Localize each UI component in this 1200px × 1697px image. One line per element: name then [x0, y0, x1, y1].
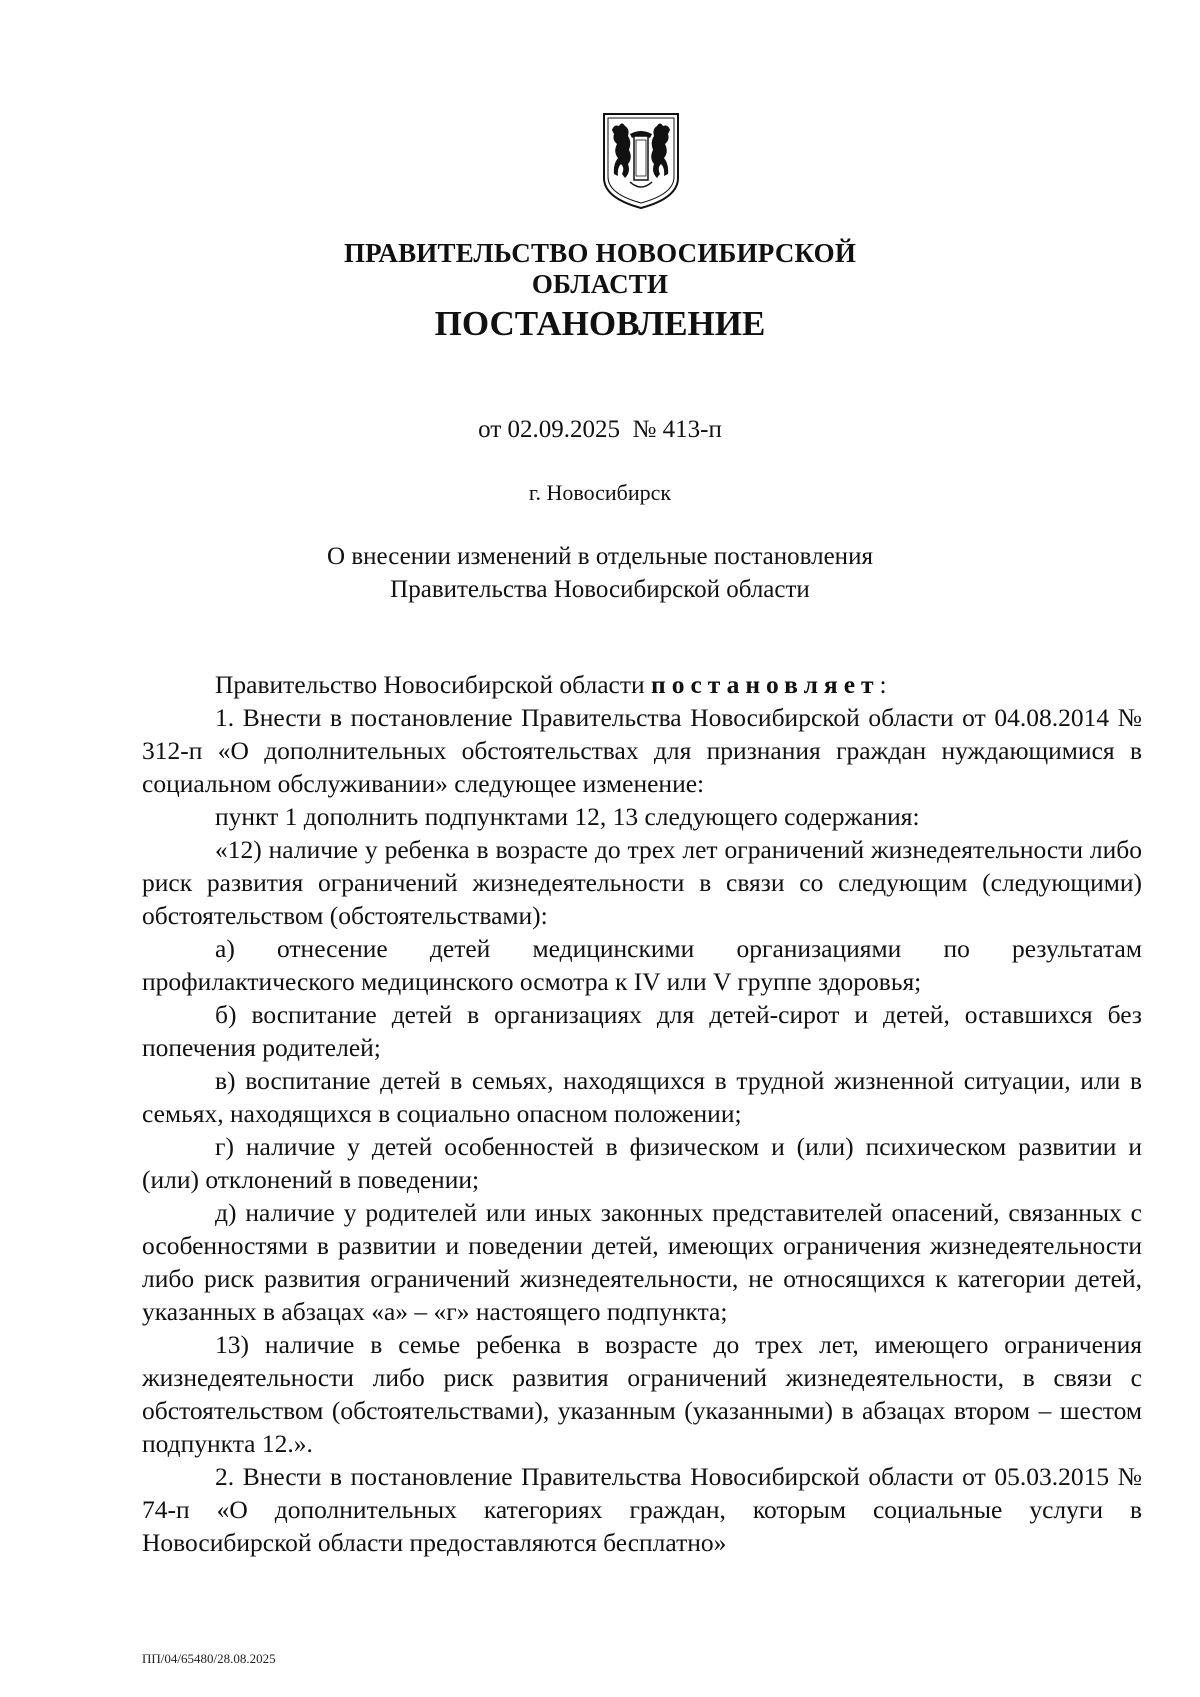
- preamble-tail: :: [879, 670, 887, 699]
- document-date-number: от 02.09.2025 № 413-п: [478, 416, 722, 443]
- document-city: г. Новосибирск: [528, 480, 672, 505]
- paragraph-3: «12) наличие у ребенка в возрасте до трех лет ограничений жизнедеятельности либо риск развития ограничений жизнедеятельности в связи со следующим (следующими) обстоятельством (обстоятельствами):: [142, 835, 1142, 930]
- footer-document-code: ПП/04/65480/28.08.2025: [142, 1651, 276, 1666]
- paragraph-7: г) наличие у детей особенностей в физическом и (или) психическом развитии и (или) отклонений в поведении;: [142, 1132, 1142, 1194]
- document-type-title: ПОСТАНОВЛЕНИЕ: [434, 304, 766, 343]
- subject-line-2: Правительства Новосибирской области: [390, 576, 810, 603]
- paragraph-6: в) воспитание детей в семьях, находящихся в трудной жизненной ситуации, или в семьях, находящихся в социально опасном положении;: [142, 1066, 1142, 1128]
- subject-line-1: О внесении изменений в отдельные постановления: [327, 543, 873, 570]
- paragraph-10: 2. Внести в постановление Правительства Новосибирской области от 05.03.2015 № 74-п «О дополнительных категориях граждан, которым социальные услуги в Новосибирской области предоставляются бесплатно»: [142, 1462, 1142, 1557]
- paragraph-8: д) наличие у родителей или иных законных представителей опасений, связанных с особенностями в развитии и поведении детей, имеющих ограничения жизнедеятельности либо риск развития ограничений жизнедеятельности, не относящихся к категории детей, указанных в абзацах «а» – «г» настоящего подпункта;: [142, 1198, 1142, 1326]
- paragraph-4: а) отнесение детей медицинскими организациями по результатам профилактического медицинского осмотра к IV или V группе здоровья;: [142, 934, 1142, 996]
- preamble-text: Правительство Новосибирской области: [215, 670, 651, 699]
- organization-title: ПРАВИТЕЛЬСТВО НОВОСИБИРСКОЙ ОБЛАСТИ: [343, 238, 857, 299]
- document-subject: [220, 540, 980, 606]
- paragraph-5: б) воспитание детей в организациях для детей-сирот и детей, оставшихся без попечения родителей;: [142, 1000, 1142, 1062]
- paragraph-9: 13) наличие в семье ребенка в возрасте до трех лет, имеющего ограничения жизнедеятельности либо риск развития ограничений жизнедеятельности, в связи с обстоятельством (обстоятельствами), указанным (указанными) в абзацах втором – шестом подпункта 12.».: [142, 1330, 1142, 1458]
- document-body: [142, 668, 1142, 1559]
- preamble-paragraph: [142, 668, 1142, 701]
- paragraph-2: пункт 1 дополнить подпунктами 12, 13 следующего содержания:: [215, 802, 920, 831]
- preamble-verb: постановляет: [651, 670, 880, 699]
- paragraph-1: 1. Внести в постановление Правительства Новосибирской области от 04.08.2014 № 312-п «О дополнительных обстоятельствах для признания граждан нуждающимися в социальном обслуживании» следующее изменение:: [142, 703, 1142, 798]
- coat-of-arms-emblem: [600, 112, 682, 210]
